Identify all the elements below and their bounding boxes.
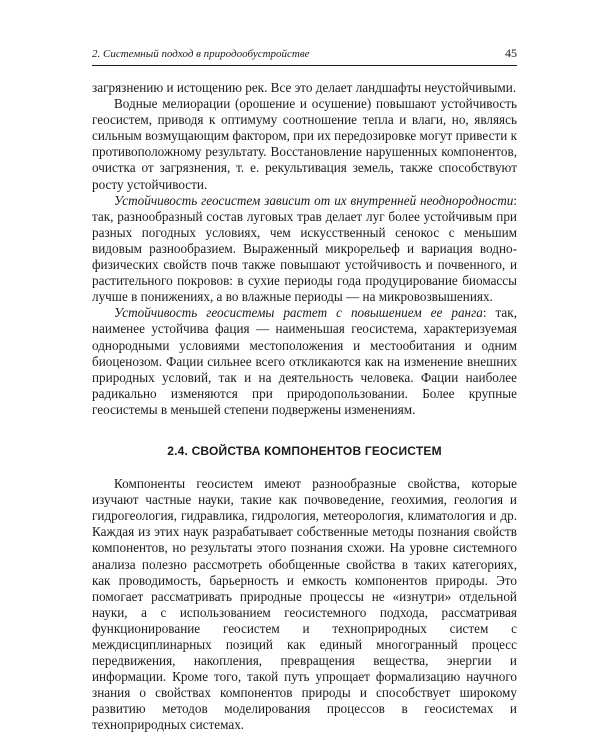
page-number: 45 bbox=[505, 46, 517, 60]
paragraph: загрязнению и истощению рек. Все это делает ландшафты неустойчивыми. bbox=[92, 80, 517, 95]
paragraph: Водные мелиорации (орошение и осушение) повышают устойчивость геосистем, приводя к оптимуму соотношение тепла и влаги, но, являясь сильным возмущающим фактором, при их передозировке могут привести к противоположному результату. Восстановление нарушенных компонентов, очистка от загрязнения, т. е. рекультивация земель, также способствуют росту устойчивости. bbox=[92, 96, 517, 192]
body-text bbox=[92, 80, 517, 734]
italic-thesis: Устойчивость геосистем зависит от их внутренней неоднородности bbox=[114, 192, 514, 208]
book-page bbox=[92, 46, 517, 734]
chapter-title: 2. Системный подход в природообустройстве bbox=[92, 48, 310, 60]
running-head bbox=[92, 46, 517, 66]
paragraph: Компоненты геосистем имеют разнообразные свойства, которые изучают частные науки, такие как почвоведение, геохимия, геология и гидрогеология, гидравлика, гидрология, метеорология, климатология и др. Каждая из этих наук разрабатывает собственные методы познания свойств компонентов, но результаты этого познания схожи. На уровне системного анализа полезно рассмотреть обобщенные свойства в таких категориях, как проводимость, барьерность и емкость компонентов природы. Это помогает рассматривать природные процессы не «изнутри» отдельной науки, а с использованием геосистемного подхода, рассматривая функционирование геосистем и техноприродных систем с междисциплинарных позиций как единый многогранный процесс передвижения, накопления, превращения вещества, энергии и информации. Кроме того, такой путь упрощает формализацию научного знания о свойствах компонентов природы и способствует широкому развитию методов моделирования процессов в геосистемах и техноприродных системах. bbox=[92, 476, 517, 733]
paragraph: Устойчивость геосистем зависит от их внутренней неоднородности: так, разнообразный состав луговых трав делает луг более устойчивым при разных погодных условиях, чем искусственный сенокос с меньшим видовым разнообразием. Выраженный микрорельеф и вариация водно-физических свойств почв также повышают устойчивость и почвенного, и растительного покровов: в сухие периоды года продуцирование биомассы лучше в понижениях, а во влажные периоды — на микровозвышениях. bbox=[92, 192, 517, 305]
italic-thesis: Устойчивость геосистемы растет с повышением ее ранга bbox=[114, 305, 483, 321]
paragraph: Устойчивость геосистемы растет с повышением ее ранга: так, наименее устойчива фация — наименьшая геосистема, характеризуемая однородными условиями местоположения и местообитания и одним биоценозом. Фации сильнее всего откликаются как на изменение внешних природных условий, так и на деятельность человека. Фации наиболее радикально изменяются при природопользовании. Более крупные геосистемы в меньшей степени подвержены изменениям. bbox=[92, 305, 517, 417]
section-heading: 2.4. СВОЙСТВА КОМПОНЕНТОВ ГЕОСИСТЕМ bbox=[167, 443, 442, 458]
